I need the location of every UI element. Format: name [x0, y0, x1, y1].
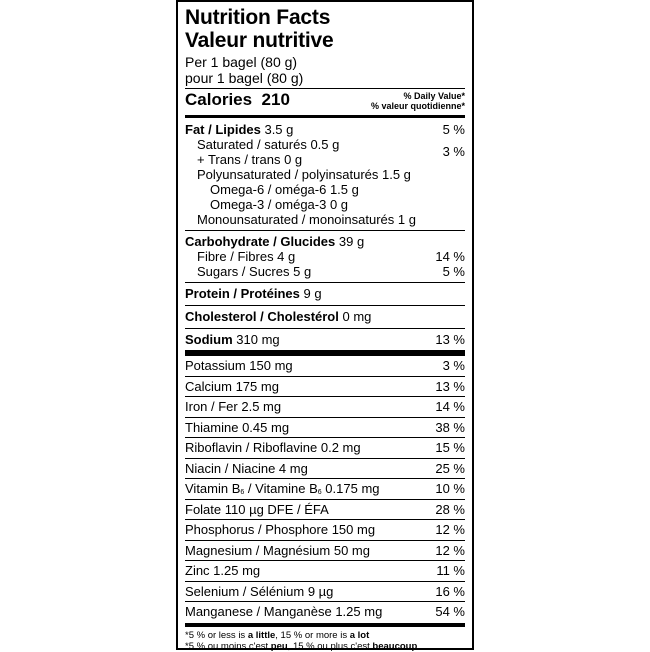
nutrient-pct: 28 % [435, 501, 465, 517]
polyunsaturated-row [185, 168, 465, 182]
nutrient-label: Zinc 1.25 mg [185, 563, 261, 578]
subscript: 6 [317, 489, 322, 496]
monounsaturated-label: Monounsaturated / monoinsaturés 1 g [197, 212, 416, 227]
nutrient-label: Folate 110 µg DFE / ÉFA [185, 501, 329, 517]
nutrient-pct: 3 % [442, 358, 465, 373]
nutrient-label [185, 481, 380, 496]
manganese-row [185, 602, 465, 622]
serving-size-en: Per 1 bagel (80 g) [185, 54, 298, 70]
nutrient-pct: 54 % [435, 604, 465, 619]
nutrient-pct: 12 % [435, 522, 465, 537]
fibre-pct: 14 % [435, 249, 465, 264]
polyunsaturated-label: Polyunsaturated / polyinsaturés 1.5 g [197, 167, 411, 182]
saturated-row [185, 138, 465, 152]
fat-label: Fat / Lipides [185, 122, 261, 137]
footnote-emphasis: a little [247, 629, 276, 641]
protein-amount: 9 g [303, 286, 322, 301]
vitamin-b6-en: Vitamin B [185, 481, 241, 496]
phosphorus-row [185, 520, 465, 541]
niacin-row [185, 459, 465, 480]
nutrient-pct: 16 % [435, 583, 465, 599]
protein-row [185, 287, 465, 301]
fibre-row [185, 250, 465, 264]
sodium-amount: 310 mg [236, 332, 280, 347]
zinc-row [185, 561, 465, 582]
title-fr: Valeur nutritive [185, 29, 334, 52]
nutrient-pct: 10 % [435, 481, 465, 496]
nutrient-pct: 25 % [435, 460, 465, 476]
sugars-row [185, 265, 465, 279]
omega3-row [185, 198, 465, 212]
subscript: 6 [240, 489, 245, 496]
footnote-en [185, 630, 465, 641]
calcium-row [185, 377, 465, 398]
footnote-emphasis: beaucoup [372, 640, 418, 652]
calories-value: 210 [261, 90, 290, 109]
sat-trans-pct: 3 % [442, 144, 465, 159]
nutrient-label: Calcium 175 mg [185, 378, 279, 394]
saturated-label: Saturated / saturés 0.5 g [197, 137, 340, 152]
nutrient-pct: 38 % [435, 419, 465, 435]
divider [185, 623, 465, 627]
nutrient-label: Potassium 150 mg [185, 358, 293, 373]
footnote-emphasis: a lot [349, 629, 370, 641]
vitamin-b6-amount: 0.175 mg [321, 481, 380, 496]
nutrient-label: Thiamine 0.45 mg [185, 419, 290, 435]
daily-value-en: % Daily Value* [403, 91, 465, 101]
carbohydrate-amount: 39 g [338, 234, 365, 249]
sodium-row [185, 333, 465, 347]
nutrient-label: Riboflavin / Riboflavine 0.2 mg [185, 440, 361, 455]
footnote-text: *5 % ou moins c'est [185, 640, 271, 652]
riboflavin-row [185, 438, 465, 459]
vitamin-b6-row [185, 479, 465, 500]
nutrient-pct: 11 % [436, 563, 465, 578]
carbohydrate-row [185, 235, 465, 249]
vitamin-b6-fr: / Vitamine B [244, 481, 318, 496]
omega3-label: Omega-3 / oméga-3 0 g [210, 197, 349, 212]
nutrient-label: Phosphorus / Phosphore 150 mg [185, 522, 376, 537]
trans-label: + Trans / trans 0 g [197, 152, 303, 167]
nutrition-content [185, 6, 465, 652]
calories-row [185, 89, 465, 115]
divider [185, 305, 465, 306]
sodium-pct: 13 % [435, 332, 465, 347]
nutrient-label: Magnesium / Magnésium 50 mg [185, 542, 370, 558]
sodium-label: Sodium [185, 332, 233, 347]
magnesium-row [185, 541, 465, 562]
protein-label: Protein / Protéines [185, 286, 300, 301]
nutrient-pct: 13 % [435, 378, 465, 394]
monounsaturated-row [185, 213, 465, 227]
nutrient-label: Iron / Fer 2.5 mg [185, 399, 282, 414]
folate-row [185, 500, 465, 521]
nutrient-label: Niacin / Niacine 4 mg [185, 460, 308, 476]
iron-row [185, 397, 465, 418]
nutrient-pct: 14 % [435, 399, 465, 414]
divider [185, 282, 465, 283]
divider [185, 328, 465, 329]
nutrient-label: Manganese / Manganèse 1.25 mg [185, 604, 383, 619]
omega6-label: Omega-6 / oméga-6 1.5 g [210, 182, 359, 197]
daily-value-header [371, 91, 465, 111]
footnote-emphasis: peu [270, 640, 288, 652]
cholesterol-label: Cholesterol / Cholestérol [185, 309, 339, 324]
footnote-text: *5 % or less is [185, 629, 248, 641]
carbohydrate-label: Carbohydrate / Glucides [185, 234, 336, 249]
sugars-label: Sugars / Sucres 5 g [197, 264, 312, 279]
fat-row [185, 123, 465, 137]
potassium-row [185, 356, 465, 377]
cholesterol-amount: 0 mg [342, 309, 372, 324]
nutrition-facts-table [176, 0, 474, 650]
serving-size-fr: pour 1 bagel (80 g) [185, 70, 304, 86]
nutrient-pct: 15 % [435, 440, 465, 455]
footnote-text: , 15 % ou plus c'est [287, 640, 373, 652]
nutrient-pct: 12 % [435, 542, 465, 558]
omega6-row [185, 183, 465, 197]
sugars-pct: 5 % [442, 264, 465, 279]
cholesterol-row [185, 310, 465, 324]
daily-value-fr: % valeur quotidienne* [370, 101, 465, 111]
title-en: Nutrition Facts [185, 6, 331, 29]
footnote-text: , 15 % or more is [275, 629, 350, 641]
fibre-label: Fibre / Fibres 4 g [197, 249, 296, 264]
calories-label: Calories [185, 90, 253, 109]
selenium-row [185, 582, 465, 603]
fat-amount: 3.5 g [264, 122, 294, 137]
fat-pct: 5 % [442, 122, 465, 137]
thiamine-row [185, 418, 465, 439]
nutrient-label: Selenium / Sélénium 9 µg [185, 583, 334, 599]
